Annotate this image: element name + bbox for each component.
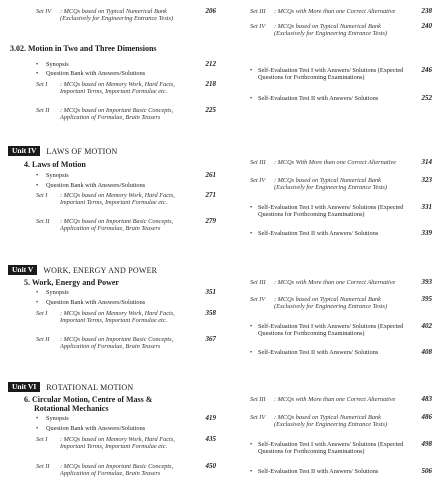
set-description: : MCQs with More than one Correct Alternative <box>274 8 396 15</box>
page-number: 331 <box>421 203 432 211</box>
bullet-icon: • <box>250 230 253 237</box>
page-number: 408 <box>421 348 432 356</box>
page-number: 261 <box>205 171 216 179</box>
bullet-icon: • <box>250 468 253 475</box>
page-number: 238 <box>421 7 432 15</box>
entry-text: Synopsis <box>46 415 69 422</box>
set-description: : MCQs based on Important Basic Concepts, Application of Formulae, Brain Teasers <box>60 463 174 478</box>
bullet-icon: • <box>36 61 39 68</box>
set-label: Set III <box>250 396 266 403</box>
bullet-icon: • <box>250 204 253 211</box>
chapter-title: 3.02. Motion in Two and Three Dimensions <box>10 44 157 53</box>
unit-badge: Unit V <box>8 265 37 275</box>
bullet-icon: • <box>36 182 39 189</box>
unit-name: LAWS OF MOTION <box>46 146 118 156</box>
page-number: 240 <box>421 22 432 30</box>
page-number: 246 <box>421 66 432 74</box>
set-description: : MCQs with More than one Correct Alternative <box>274 396 396 403</box>
bullet-icon: • <box>250 441 253 448</box>
set-label: Set IV <box>250 414 266 421</box>
set-description: : MCQs based on Memory Work, Hard Facts, Important Terms, Important Formulae etc. <box>60 81 175 96</box>
bullet-icon: • <box>36 172 39 179</box>
set-label: Set IV <box>250 23 266 30</box>
page-number: 367 <box>205 335 216 343</box>
entry-text: Question Bank with Answers/Solutions <box>46 299 146 306</box>
bullet-icon: • <box>36 299 39 306</box>
page-number: 498 <box>421 440 432 448</box>
set-description: : MCQs With More than one Correct Alternative <box>274 159 397 166</box>
set-label: Set III <box>250 159 266 166</box>
page-number: 339 <box>421 229 432 237</box>
entry-text: Synopsis <box>46 172 69 179</box>
set-description: : MCQs based on Important Basic Concepts, Application of Formulae, Brain Teasers <box>60 218 174 233</box>
page-number: 218 <box>205 80 216 88</box>
entry-text: Question Bank with Answers/Solutions <box>46 425 146 432</box>
set-description: : MCQs based on Memory Work, Hard Facts, Important Terms, Important Formulae etc. <box>60 310 175 325</box>
bullet-icon: • <box>36 415 39 422</box>
page-number: 419 <box>205 414 216 422</box>
entry-text: Self-Evaluation Test II with Answers/ Solutions <box>258 349 379 356</box>
unit-header <box>8 146 117 156</box>
page-number: 402 <box>421 322 432 330</box>
chapter-title-cont: Rotational Mechanics <box>34 404 109 413</box>
chapter-title: 4. Laws of Motion <box>24 160 86 169</box>
unit-badge: Unit IV <box>8 146 40 156</box>
set-label: Set IV <box>36 8 52 15</box>
unit-name: ROTATIONAL MOTION <box>46 382 134 392</box>
entry-text: Synopsis <box>46 61 69 68</box>
chapter-title: 5. Work, Energy and Power <box>24 278 119 287</box>
unit-badge: Unit VI <box>8 382 40 392</box>
set-label: Set II <box>36 463 50 470</box>
unit-header <box>8 265 157 275</box>
page-number: 206 <box>205 7 216 15</box>
page-number: 271 <box>205 191 216 199</box>
entry-text: Self-Evaluation Test I with Answers/ Solutions (Expected Questions for Forthcoming Examinations) <box>258 67 404 82</box>
entry-text: Question Bank with Answers/Solutions <box>46 70 146 77</box>
unit-header <box>8 382 133 392</box>
page-number: 225 <box>205 106 216 114</box>
set-description: : MCQs based on Typical Numerical Bank (Exclusively for Engineering Entrance Tests) <box>274 296 388 311</box>
set-label: Set II <box>36 107 50 114</box>
page-number: 393 <box>421 278 432 286</box>
bullet-icon: • <box>36 70 39 77</box>
bullet-icon: • <box>250 95 253 102</box>
set-label: Set I <box>36 81 48 88</box>
set-label: Set III <box>250 8 266 15</box>
set-label: Set I <box>36 310 48 317</box>
page-number: 395 <box>421 295 432 303</box>
page-number: 450 <box>205 462 216 470</box>
set-description: : MCQs based on Important Basic Concepts, Application of Formulae, Brain Teasers <box>60 107 174 122</box>
set-label: Set III <box>250 279 266 286</box>
bullet-icon: • <box>250 349 253 356</box>
set-description: : MCQs with More than one Correct Alternative <box>274 279 396 286</box>
page-number: 279 <box>205 217 216 225</box>
entry-text: Self-Evaluation Test I with Answers/ Solutions (Expected Questions for Forthcoming Examinations) <box>258 323 404 338</box>
set-description: : MCQs based on Memory Work, Hard Facts, Important Terms, Important Formulae etc. <box>60 192 175 207</box>
entry-text: Question Bank with Answers/Solutions <box>46 182 146 189</box>
entry-text: Self-Evaluation Test II with Answers/ Solutions <box>258 230 379 237</box>
set-label: Set II <box>36 218 50 225</box>
page-number: 483 <box>421 395 432 403</box>
set-description: : MCQs based on Typical Numerical Bank (Exclusively for Engineering Entrance Tests) <box>274 23 388 38</box>
set-description: : MCQs based on Typical Numerical Bank (Exclusively for Engineering Entrance Tests) <box>274 177 388 192</box>
set-label: Set I <box>36 436 48 443</box>
set-description: : MCQs based on Important Basic Concepts, Application of Formulae, Brain Teasers <box>60 336 174 351</box>
page-number: 323 <box>421 176 432 184</box>
set-label: Set II <box>36 336 50 343</box>
page-number: 358 <box>205 309 216 317</box>
set-description: : MCQs based on Typical Numerical Bank (Exclusively for Engineering Entrance Tests) <box>60 8 174 23</box>
page-number: 212 <box>205 60 216 68</box>
bullet-icon: • <box>36 425 39 432</box>
set-label: Set IV <box>250 177 266 184</box>
entry-text: Self-Evaluation Test I with Answers/ Solutions (Expected Questions for Forthcoming Examinations) <box>258 441 404 456</box>
page-number: 252 <box>421 94 432 102</box>
page-number: 506 <box>421 467 432 475</box>
entry-text: Self-Evaluation Test II with Answers/ Solutions <box>258 95 379 102</box>
bullet-icon: • <box>250 323 253 330</box>
entry-text: Self-Evaluation Test I with Answers/ Solutions (Expected Questions for Forthcoming Examinations) <box>258 204 404 219</box>
set-description: : MCQs based on Typical Numerical Bank (Exclusively for Engineering Entrance Tests) <box>274 414 388 429</box>
entry-text: Self-Evaluation Test II with Answers/ Solutions <box>258 468 379 475</box>
page-number: 486 <box>421 413 432 421</box>
entry-text: Synopsis <box>46 289 69 296</box>
bullet-icon: • <box>250 67 253 74</box>
page-number: 314 <box>421 158 432 166</box>
set-label: Set I <box>36 192 48 199</box>
page-number: 435 <box>205 435 216 443</box>
bullet-icon: • <box>36 289 39 296</box>
unit-name: WORK, ENERGY AND POWER <box>43 265 158 275</box>
set-label: Set IV <box>250 296 266 303</box>
chapter-title: 6. Circular Motion, Centre of Mass & <box>24 395 153 404</box>
set-description: : MCQs based on Memory Work, Hard Facts, Important Terms, Important Formulae etc. <box>60 436 175 451</box>
page-number: 351 <box>205 288 216 296</box>
